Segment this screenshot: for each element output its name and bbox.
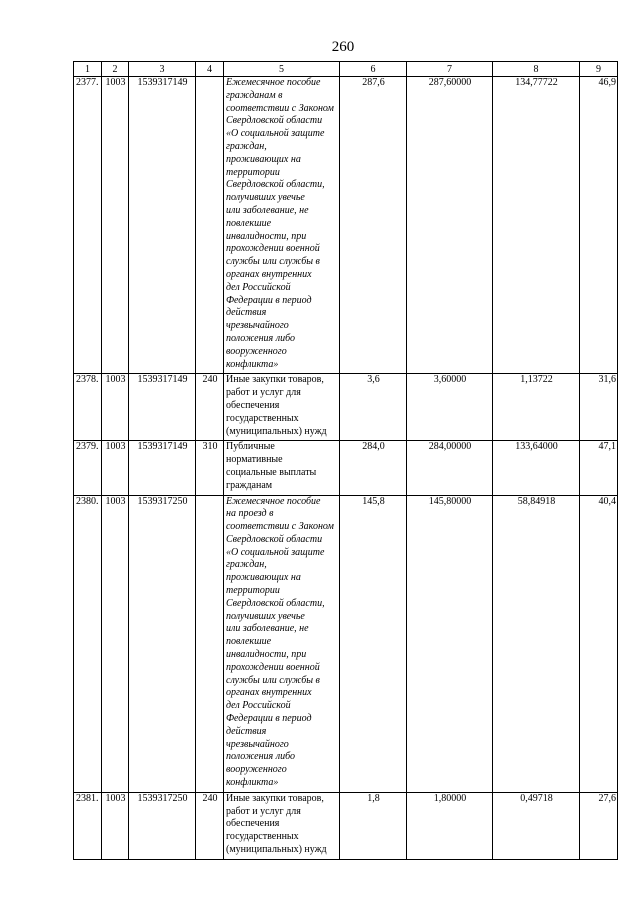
description-line: соответствии с Законом — [226, 102, 334, 114]
description-line: Свердловской области — [226, 115, 323, 127]
target-article-cell: 1539317149 — [129, 441, 196, 495]
description-line: положения либо — [226, 332, 295, 344]
approved-amount-cell: 145,8 — [340, 495, 407, 792]
description-line: обеспечения — [226, 399, 280, 411]
page-number: 260 — [331, 39, 355, 55]
description-line: Свердловской области, — [226, 179, 325, 191]
description-line: Свердловской области — [226, 533, 323, 545]
description-line: инвалидности, при — [226, 230, 307, 242]
row-number-cell: 2379. — [74, 441, 102, 495]
expense-type-cell — [196, 495, 224, 792]
description-line: инвалидности, при — [226, 649, 307, 661]
column-header: 6 — [340, 62, 407, 77]
description-line: государственных — [226, 831, 299, 843]
planned-amount-cell: 284,00000 — [407, 441, 493, 495]
expense-type-cell: 310 — [196, 441, 224, 495]
planned-amount-cell: 287,60000 — [407, 77, 493, 374]
description-line: соответствии с Законом — [226, 521, 334, 533]
description-line: Федерации в период — [226, 713, 312, 725]
section-code-cell: 1003 — [102, 77, 129, 374]
description-line: государственных — [226, 412, 299, 424]
section-code-cell: 1003 — [102, 441, 129, 495]
description-line: Публичные — [226, 441, 275, 453]
approved-amount-cell: 284,0 — [340, 441, 407, 495]
column-header: 1 — [74, 62, 102, 77]
column-header: 3 — [129, 62, 196, 77]
approved-amount-cell: 1,8 — [340, 792, 407, 859]
description-line: положения либо — [226, 751, 295, 763]
description-line: на проезд в — [226, 508, 274, 520]
column-header: 7 — [407, 62, 493, 77]
description-line: Ежемесячное пособие — [226, 77, 321, 88]
planned-amount-cell: 1,80000 — [407, 792, 493, 859]
description-line: проживающих на — [226, 572, 301, 584]
row-number-cell: 2380. — [74, 495, 102, 792]
column-header: 5 — [224, 62, 340, 77]
description-line: Свердловской области, — [226, 597, 325, 609]
description-line: обеспечения — [226, 818, 280, 830]
expense-type-cell — [196, 77, 224, 374]
description-line: гражданам в — [226, 89, 283, 101]
description-line: Ежемесячное пособие — [226, 495, 321, 507]
description-line: Иные закупки товаров, — [226, 792, 324, 804]
executed-amount-cell: 133,64000 — [493, 441, 580, 495]
description-line: дел Российской — [226, 281, 291, 293]
description-line: «О социальной защите — [226, 546, 325, 558]
description-line: Федерации в период — [226, 294, 312, 306]
description-line: граждан, — [226, 559, 267, 571]
column-header: 4 — [196, 62, 224, 77]
description-line: нормативные — [226, 454, 283, 466]
planned-amount-cell: 3,60000 — [407, 374, 493, 441]
budget-table — [73, 61, 618, 860]
table-header-row — [74, 62, 618, 77]
percent-cell: 47,1 — [580, 441, 618, 495]
description-line: получивших увечье — [226, 610, 305, 622]
percent-cell: 46,9 — [580, 77, 618, 374]
description-cell — [224, 495, 340, 792]
column-header: 9 — [580, 62, 618, 77]
description-cell — [224, 374, 340, 441]
target-article-cell: 1539317149 — [129, 374, 196, 441]
description-line: или заболевание, не — [226, 204, 309, 216]
description-line: Иные закупки товаров, — [226, 374, 324, 386]
description-line: конфликта» — [226, 777, 279, 789]
table-body — [74, 77, 618, 860]
table-row — [74, 374, 618, 441]
description-line: «О социальной защите — [226, 128, 325, 140]
description-line: вооруженного — [226, 764, 287, 776]
expense-type-cell: 240 — [196, 792, 224, 859]
row-number-cell: 2381. — [74, 792, 102, 859]
expense-type-cell: 240 — [196, 374, 224, 441]
percent-cell: 31,6 — [580, 374, 618, 441]
percent-cell: 40,4 — [580, 495, 618, 792]
description-line: действия — [226, 725, 267, 737]
row-number-cell: 2378. — [74, 374, 102, 441]
column-header: 8 — [493, 62, 580, 77]
description-line: (муниципальных) нужд — [226, 425, 327, 437]
description-line: территории — [226, 585, 280, 597]
executed-amount-cell: 134,77722 — [493, 77, 580, 374]
description-line: вооруженного — [226, 345, 287, 357]
description-line: службы или службы в — [226, 256, 320, 268]
section-code-cell: 1003 — [102, 374, 129, 441]
executed-amount-cell: 0,49718 — [493, 792, 580, 859]
section-code-cell: 1003 — [102, 495, 129, 792]
description-line: получивших увечье — [226, 192, 305, 204]
column-header: 2 — [102, 62, 129, 77]
description-cell — [224, 441, 340, 495]
description-line: органах внутренних — [226, 268, 312, 280]
target-article-cell: 1539317250 — [129, 792, 196, 859]
executed-amount-cell: 1,13722 — [493, 374, 580, 441]
description-line: органах внутренних — [226, 687, 312, 699]
description-line: прохождении военной — [226, 661, 320, 673]
table-row — [74, 77, 618, 374]
description-line: или заболевание, не — [226, 623, 309, 635]
description-cell — [224, 792, 340, 859]
table-row — [74, 441, 618, 495]
planned-amount-cell: 145,80000 — [407, 495, 493, 792]
description-line: прохождении военной — [226, 243, 320, 255]
description-line: повлекшие — [226, 217, 272, 229]
description-line: дел Российской — [226, 700, 291, 712]
description-line: (муниципальных) нужд — [226, 844, 327, 856]
description-line: чрезвычайного — [226, 320, 289, 332]
description-line: чрезвычайного — [226, 738, 289, 750]
target-article-cell: 1539317149 — [129, 77, 196, 374]
description-line: действия — [226, 307, 267, 319]
description-line: конфликта» — [226, 358, 279, 370]
percent-cell: 27,6 — [580, 792, 618, 859]
table-row — [74, 792, 618, 859]
target-article-cell: 1539317250 — [129, 495, 196, 792]
row-number-cell: 2377. — [74, 77, 102, 374]
description-line: службы или службы в — [226, 674, 320, 686]
description-line: повлекшие — [226, 636, 272, 648]
description-line: социальные выплаты — [226, 466, 317, 478]
description-line: граждан, — [226, 140, 267, 152]
section-code-cell: 1003 — [102, 792, 129, 859]
table-row — [74, 495, 618, 792]
description-cell — [224, 77, 340, 374]
description-line: работ и услуг для — [226, 387, 301, 399]
description-line: территории — [226, 166, 280, 178]
description-line: проживающих на — [226, 153, 301, 165]
approved-amount-cell: 3,6 — [340, 374, 407, 441]
executed-amount-cell: 58,84918 — [493, 495, 580, 792]
description-line: гражданам — [226, 479, 273, 491]
approved-amount-cell: 287,6 — [340, 77, 407, 374]
description-line: работ и услуг для — [226, 805, 301, 817]
